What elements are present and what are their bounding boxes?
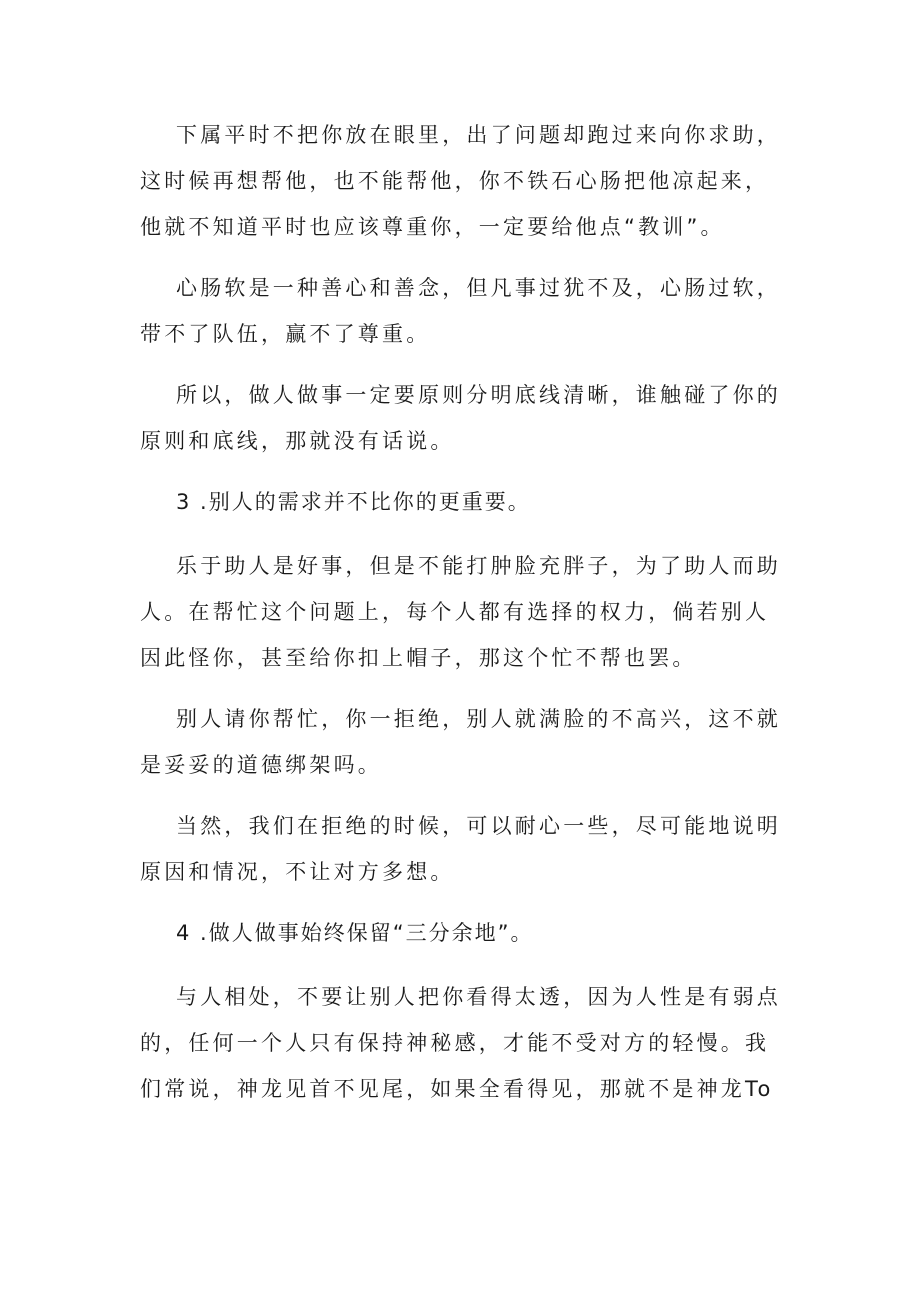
- paragraph: 下属平时不把你放在眼里，出了问题却跑过来向你求助，这时候再想帮他，也不能帮他，你不铁石心肠把他凉起来，他就不知道平时也应该尊重你，一定要给他点“教训”。: [140, 123, 781, 239]
- paragraph: 心肠软是一种善心和善念，但凡事过犹不及，心肠过软，带不了队伍，赢不了尊重。: [140, 276, 781, 346]
- section-heading: 4 .做人做事始终保留“三分余地”。: [176, 921, 534, 945]
- section-heading: 3 .别人的需求并不比你的更重要。: [176, 490, 531, 514]
- paragraph: 乐于助人是好事，但是不能打肿脸充胖子，为了助人而助人。在帮忙这个问题上，每个人都有选择的权力，倘若别人因此怪你，甚至给你扣上帽子，那这个忙不帮也罢。: [140, 554, 781, 670]
- paragraph: 所以，做人做事一定要原则分明底线清晰，谁触碰了你的原则和底线，那就没有话说。: [140, 383, 781, 453]
- paragraph: 与人相处，不要让别人把你看得太透，因为人性是有弱点的，任何一个人只有保持神秘感，才能不受对方的轻慢。我们常说，神龙见首不见尾，如果全看得见，那就不是神龙To: [140, 985, 781, 1101]
- paragraph: 别人请你帮忙，你一拒绝，别人就满脸的不高兴，这不就是妥妥的道德绑架吗。: [140, 707, 781, 777]
- document-body: [140, 112, 790, 1127]
- paragraph: 当然，我们在拒绝的时候，可以耐心一些，尽可能地说明原因和情况，不让对方多想。: [140, 814, 781, 884]
